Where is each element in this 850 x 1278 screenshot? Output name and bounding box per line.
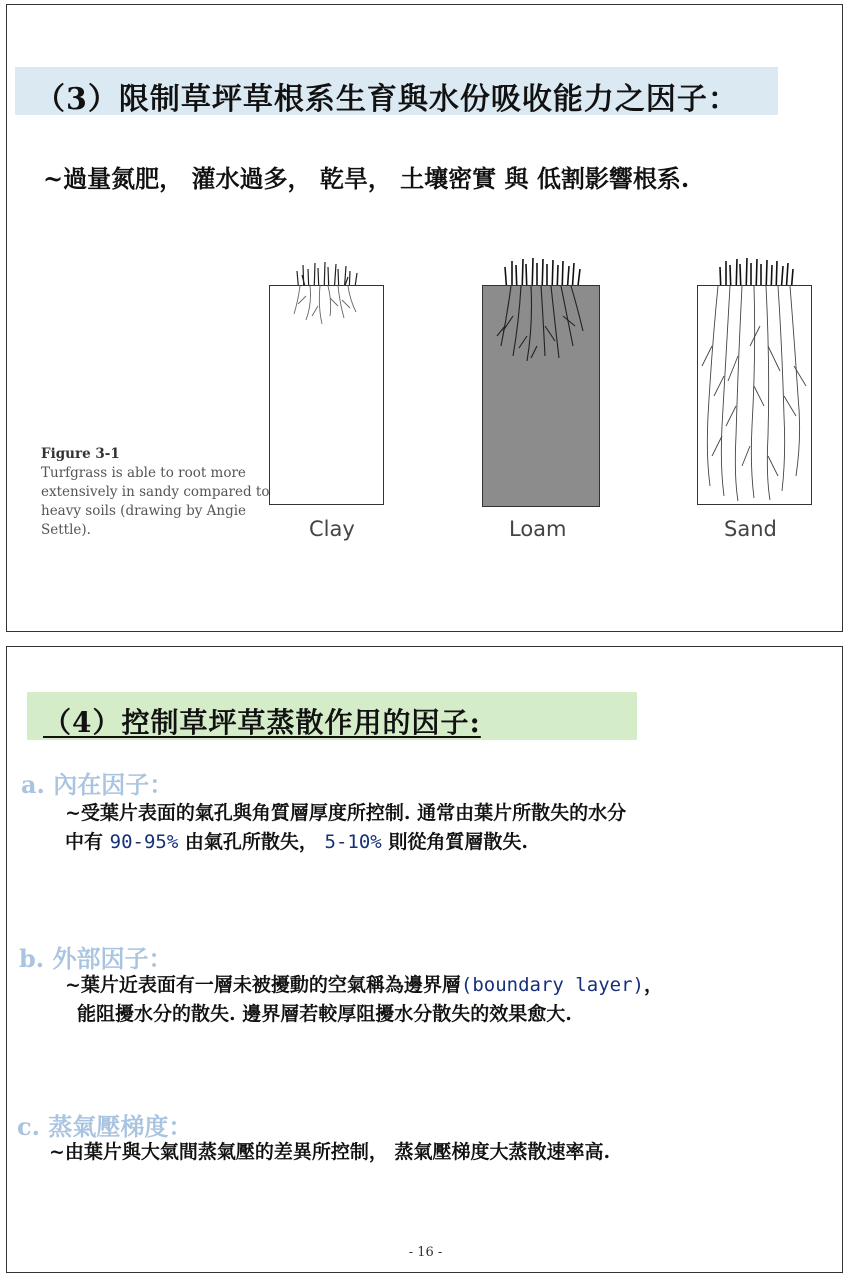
section-a-prefix: 中有: [65, 831, 104, 853]
sand-roots: [698, 286, 812, 505]
section-a-middle: 由氣孔所散失，: [184, 831, 318, 853]
sand-label: Sand: [724, 517, 777, 541]
clay-roots: [270, 286, 384, 505]
loam-roots: [483, 286, 600, 507]
cuticle-percentage: 5-10%: [324, 831, 382, 853]
slide2-title: （4）控制草坪草蒸散作用的因子:: [43, 706, 481, 739]
section-b-line2: 能阻擾水分的散失. 邊界層若較厚阻擾水分散失的效果愈大.: [77, 1003, 572, 1025]
section-a-line2: [65, 828, 626, 857]
figure-caption-text: Turfgrass is able to root more extensively in sandy compared to heavy soils (drawing by Angie Settle).: [41, 465, 270, 538]
section-b-prefix: ~葉片近表面有一層未被擾動的空氣稱為邊界層: [65, 974, 461, 996]
figure-caption: [41, 445, 271, 540]
clay-soil-panel: [269, 285, 384, 505]
boundary-layer-term: (boundary layer): [460, 974, 644, 996]
page-number: - 16 -: [408, 1245, 443, 1260]
clay-label: Clay: [309, 517, 355, 541]
loam-soil-panel: [482, 285, 600, 507]
figure-caption-title: Figure 3-1: [41, 446, 120, 462]
section-a-suffix: 則從角質層散失.: [388, 831, 528, 853]
section-c-line1: ~由葉片與大氣間蒸氣壓的差異所控制， 蒸氣壓梯度大蒸散速率高.: [49, 1141, 611, 1163]
slide1-factor-line: ~過量氮肥， 灌水過多， 乾旱， 土壤密實 與 低割影響根系.: [43, 164, 690, 193]
sand-soil-panel: [697, 285, 812, 505]
slide-limiting-factors: [6, 4, 843, 632]
slide1-title: （3）限制草坪草根系生育與水份吸收能力之因子：: [35, 82, 739, 117]
section-b-suffix: ，: [643, 974, 663, 996]
stomata-percentage: 90-95%: [109, 831, 179, 853]
section-b-line1: [65, 971, 663, 1000]
slide-evapotranspiration-factors: [6, 646, 843, 1273]
loam-label: Loam: [509, 517, 567, 541]
section-c-heading: c. 蒸氣壓梯度：: [17, 1112, 193, 1141]
section-b-heading: b. 外部因子：: [19, 944, 173, 973]
section-a-line1: ~受葉片表面的氣孔與角質層厚度所控制. 通常由葉片所散失的水分: [65, 802, 627, 824]
section-a-body: [65, 799, 626, 857]
section-b-body: [65, 971, 663, 1029]
section-a-heading: a. 內在因子：: [21, 770, 174, 799]
